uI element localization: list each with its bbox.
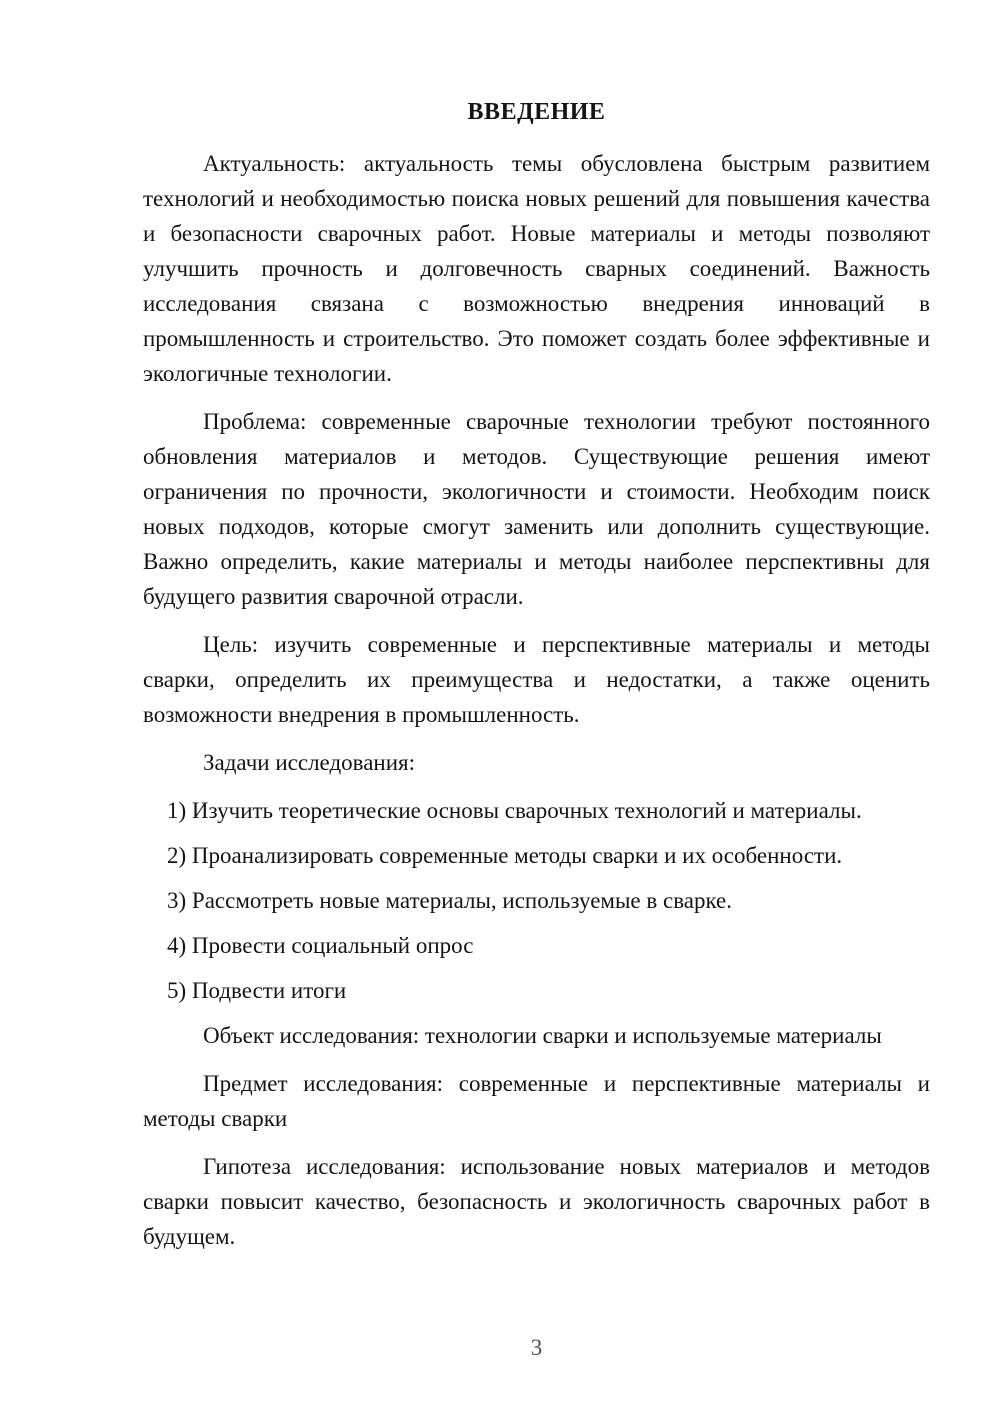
task-item-5: 5) Подвести итоги <box>167 978 347 1003</box>
page-title: ВВЕДЕНИЕ <box>467 99 606 125</box>
tasks-heading: Задачи исследования: <box>203 750 416 775</box>
paragraph-hypothesis: Гипотеза исследования: использование новых материалов и методов сварки повысит качество, безопасность и экологичность сварочных работ в будущем. <box>143 1154 930 1249</box>
paragraph-subject: Предмет исследования: современные и перспективные материалы и методы сварки <box>143 1071 930 1131</box>
task-item-4: 4) Провести социальный опрос <box>167 933 474 958</box>
page-number: 3 <box>530 1335 543 1360</box>
paragraph-relevance: Актуальность: актуальность темы обусловлена быстрым развитием технологий и необходимостью поиска новых решений для повышения качества и безопасности сварочных работ. Новые материалы и методы позволяют улучшить прочность и долговечность сварных соединений. Важность исследования связана с возможностью внедрения инноваций в промышленность и строительство. Это поможет создать более эффективные и экологичные технологии. <box>143 151 930 386</box>
paragraph-goal: Цель: изучить современные и перспективные материалы и методы сварки, определить их преимущества и недостатки, а также оценить возможности внедрения в промышленность. <box>143 632 930 727</box>
task-item-3: 3) Рассмотреть новые материалы, используемые в сварке. <box>167 888 733 913</box>
task-item-1: 1) Изучить теоретические основы сварочных технологий и материалы. <box>167 798 862 823</box>
paragraph-problem: Проблема: современные сварочные технологии требуют постоянного обновления материалов и методов. Существующие решения имеют ограничения по прочности, экологичности и стоимости. Необходим поиск новых подходов, которые смогут заменить или дополнить существующие. Важно определить, какие материалы и методы наиболее перспективны для будущего развития сварочной отрасли. <box>143 409 930 609</box>
paragraph-object: Объект исследования: технологии сварки и используемые материалы <box>203 1023 882 1048</box>
task-item-2: 2) Проанализировать современные методы сварки и их особенности. <box>167 843 843 868</box>
